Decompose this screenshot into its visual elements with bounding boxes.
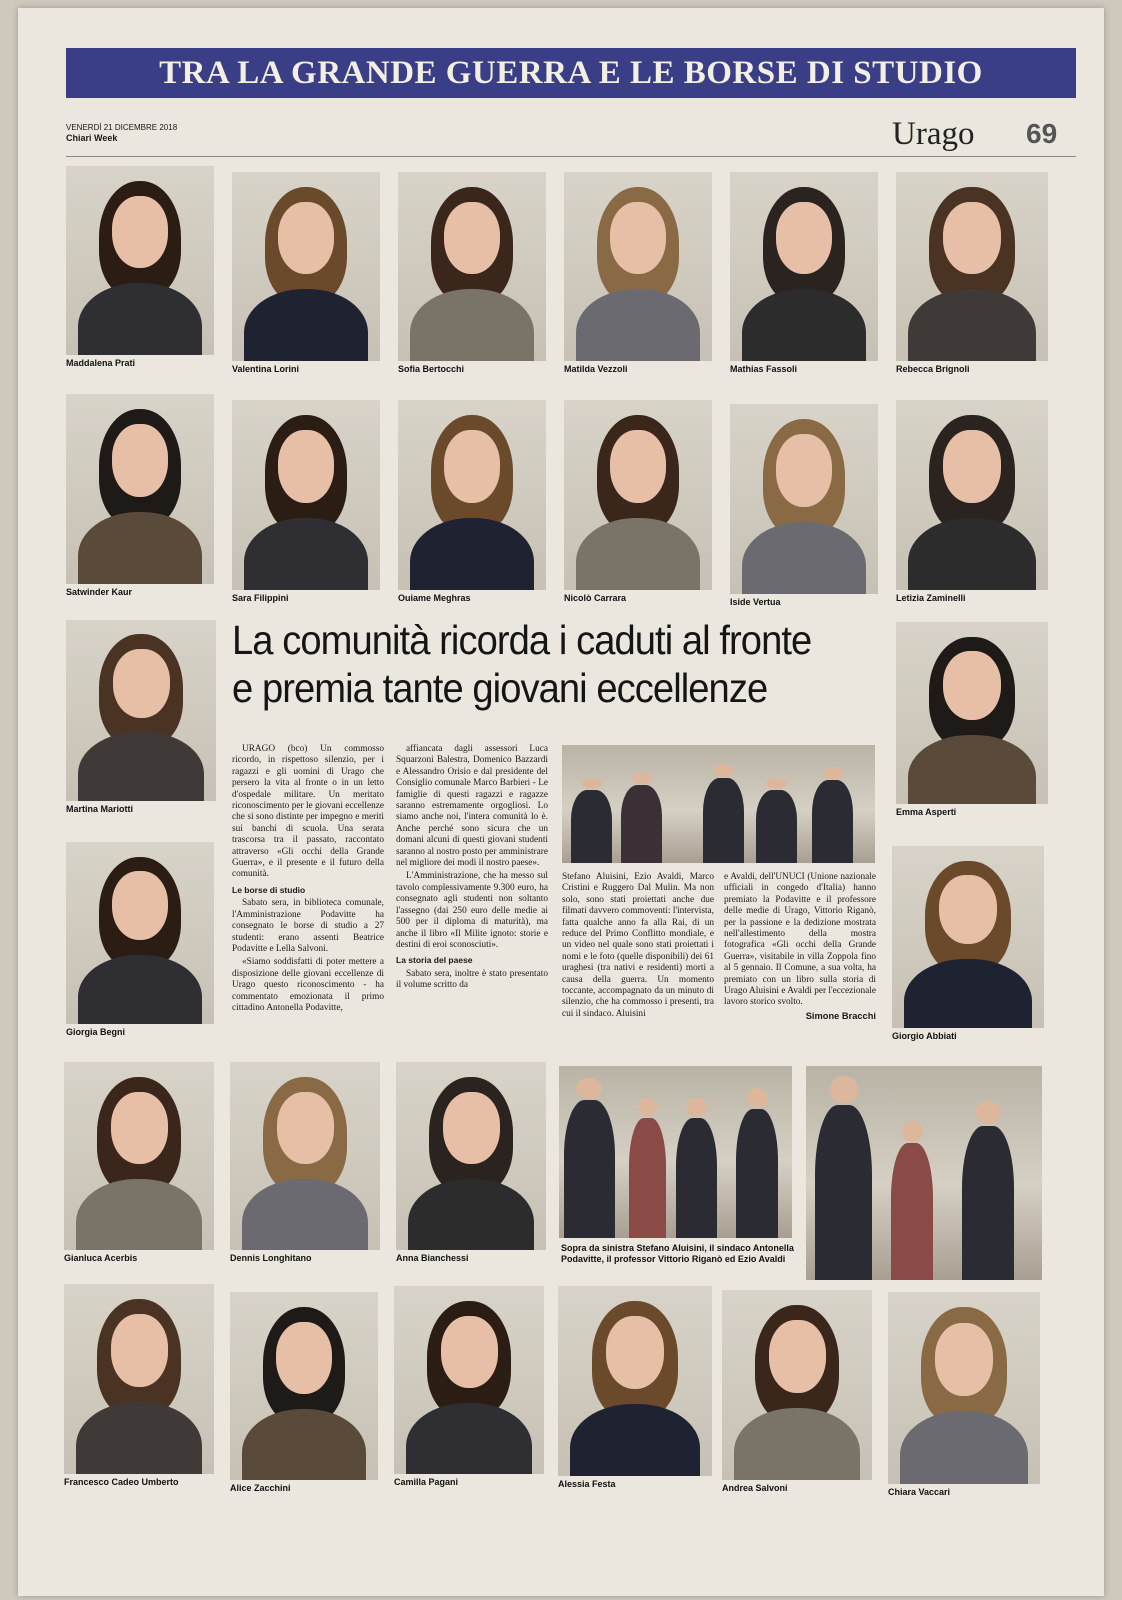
portrait-photo [66, 166, 214, 355]
paragraph: Sabato sera, inoltre è stato presentato il volume scritto da [396, 968, 548, 991]
portrait-caption: Andrea Salvoni [722, 1483, 788, 1493]
page-number: 69 [1026, 118, 1058, 149]
photo-caption: Sopra da sinistra Stefano Aluisini, il sindaco Antonella Podavitte, il professor Vittorio Riganò ed Ezio Avaldi [561, 1243, 794, 1264]
portrait-photo [66, 394, 214, 584]
portrait-caption: Sofia Bertocchi [398, 364, 465, 374]
publication-name: Chiari Week [66, 133, 118, 143]
portrait-caption: Emma Asperti [896, 807, 957, 817]
portrait-caption: Maddalena Prati [66, 358, 136, 368]
portrait-photo [66, 620, 216, 801]
portrait-photo [722, 1290, 872, 1480]
paragraph: affiancata dagli assessori Luca Squarzoni Balestra, Domenico Bazzardi e Alessandro Orisio e dal presidente del Consiglio comunale Marco Barbieri - Le famiglie di questi ragazzi e ragazze saranno estremamente orgogliosi. Lo siamo anche noi, l'intera comunità lo è. Anche perché sono sicura che un domani alcuni di questi giovani studenti saranno al nostro posto per amministrare nel migliore dei modi il nostro paese». [396, 744, 548, 869]
portrait-caption: Mathias Fassoli [730, 364, 798, 374]
portrait-caption: Matilda Vezzoli [564, 364, 628, 374]
article-column-4 [724, 872, 876, 1024]
portrait-caption: Valentina Lorini [232, 364, 300, 374]
portrait-photo [396, 1062, 546, 1250]
portrait-photo [394, 1286, 544, 1474]
portrait-caption: Nicolò Carrara [564, 593, 627, 603]
issue-date: VENERDÌ 21 DICEMBRE 2018 [66, 123, 178, 132]
portrait-caption: Camilla Pagani [394, 1477, 459, 1487]
header-divider [66, 156, 1076, 157]
portrait-photo [64, 1284, 214, 1474]
portrait-photo [64, 1062, 214, 1250]
portrait-photo [888, 1292, 1040, 1484]
article-column-2 [396, 744, 548, 994]
portrait-caption: Chiara Vaccari [888, 1487, 951, 1497]
article-column-3 [562, 872, 714, 1022]
portrait-caption: Francesco Cadeo Umberto [64, 1477, 179, 1487]
paragraph: Sabato sera, in biblioteca comunale, l'Amministrazione Podavitte ha consegnato le borse di studio a 27 studenti: erano assenti Beatrice Podavitte e Lella Salvoni. [232, 898, 384, 954]
portrait-photo [896, 172, 1048, 361]
paragraph: «Siamo soddisfatti di poter mettere a disposizione delle giovani eccellenze di Urago questo riconoscimento - ha commentato emozionata il primo cittadino Antonella Podavitte, [232, 957, 384, 1013]
portrait-photo [558, 1286, 712, 1476]
portrait-photo [896, 622, 1048, 804]
portrait-caption: Sara Filippini [232, 593, 289, 603]
paragraph: Stefano Aluisini, Ezio Avaldi, Marco Cristini e Ruggero Dal Mulin. Ma non solo, sono stati proiettati anche due filmati davvero commoventi: l'intervista, fatta qualche anno fa alla Rai, di un reduce del Primo Conflitto mondiale, e un video nel quale sono stati proiettati i nomi e le foto (quelle disponibili) dei 61 uraghesi (tra nativi e residenti) morti a causa della guerra. Un momento toccante, accompagnato da un minuto di silenzio, che ha commosso i presenti, tra cui il sindaco. Aluisini [562, 872, 714, 1019]
portrait-caption: Iside Vertua [730, 597, 781, 607]
portrait-photo [564, 172, 712, 361]
portrait-caption: Giorgio Abbiati [892, 1031, 957, 1041]
headline-line-2: e premia tante giovani eccellenze [232, 665, 768, 711]
paragraph: URAGO (bco) Un commosso ricordo, in rispettoso silenzio, per i ragazzi e gli uomini di Urago che persero la vita al fronte o in un letto d'ospedale militare. Un meritato riconoscimento per le giovani eccellenze che si sono distinte per impegno e meriti sui banchi di scuola. Una serata trascorsa tra il passato, raccontato attraverso «Gli occhi della Grande Guerra», e il presente e il futuro della comunità. [232, 744, 384, 880]
portrait-caption: Martina Mariotti [66, 804, 134, 814]
portrait-photo [232, 172, 380, 361]
portrait-photo [564, 400, 712, 590]
portrait-caption: Gianluca Acerbis [64, 1253, 138, 1263]
portrait-photo [896, 400, 1048, 590]
portrait-photo [730, 404, 878, 594]
portrait-caption: Satwinder Kaur [66, 587, 133, 597]
author-signature: Simone Bracchi [805, 1010, 876, 1021]
portrait-caption: Ouiame Meghras [398, 593, 471, 603]
portrait-photo [230, 1292, 378, 1480]
portrait-photo [730, 172, 878, 361]
section-name: Urago [892, 116, 975, 152]
portrait-photo [892, 846, 1044, 1028]
award-photo-left [559, 1066, 792, 1238]
headline-line-1: La comunità ricorda i caduti al fronte [232, 617, 812, 663]
portrait-photo [66, 842, 214, 1024]
article-column-1 [232, 744, 384, 1016]
subheading: Le borse di studio [232, 884, 306, 895]
portrait-caption: Rebecca Brignoli [896, 364, 970, 374]
portrait-caption: Giorgia Begni [66, 1027, 126, 1037]
portrait-photo [232, 400, 380, 590]
article-headline [232, 616, 841, 712]
portrait-photo [230, 1062, 380, 1250]
portrait-caption: Letizia Zaminelli [896, 593, 966, 603]
portrait-photo [398, 172, 546, 361]
subheading: La storia del paese [396, 955, 473, 966]
award-photo-right [806, 1066, 1042, 1280]
portrait-caption: Dennis Longhitano [230, 1253, 312, 1263]
ceremony-photo [562, 745, 875, 863]
portrait-caption: Alessia Festa [558, 1479, 616, 1489]
portrait-photo [398, 400, 546, 590]
paragraph: e Avaldi, dell'UNUCI (Unione nazionale ufficiali in congedo d'Italia) hanno premiato la Podavitte e il professore delle medie di Urago, Vittorio Riganò, per la passione e la dedizione mostrata nell'allestimento della mostra fotografica «Gli occhi della Grande Guerra», visitabile in villa Zoppola fino al 5 gennaio. Il Comune, a sua volta, ha premiato con un libro sulla storia di Urago Aluisini e Avaldi per l'eccezionale lavoro storico svolto. [724, 872, 877, 1008]
portrait-caption: Alice Zacchini [230, 1483, 291, 1493]
paragraph: L'Amministrazione, che ha messo sul tavolo complessivamente 9.300 euro, ha consegnato agli studenti non soltanto l'assegno (dai 250 euro delle medie ai 500 per il diploma di maturità), ma anche il libro «Il Milite ignoto: storie e destini di eroi sconosciuti». [396, 871, 548, 950]
page-banner: TRA LA GRANDE GUERRA E LE BORSE DI STUDIO [66, 48, 1076, 98]
portrait-caption: Anna Bianchessi [396, 1253, 469, 1263]
